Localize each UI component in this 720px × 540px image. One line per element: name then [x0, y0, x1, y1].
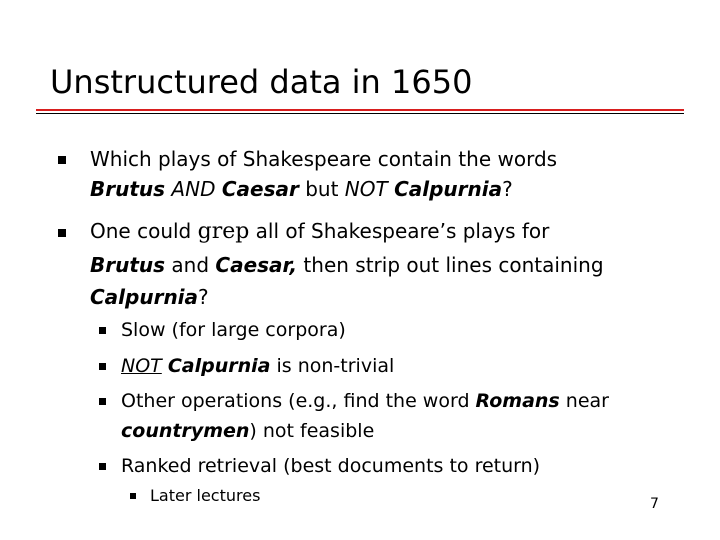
question-mark: ? [198, 285, 209, 309]
operator-not: NOT [344, 177, 395, 201]
bullet-2-text-rest: then strip out lines containing [297, 253, 604, 277]
term-calpurnia: Calpurnia [394, 177, 503, 201]
sub-bullet-2-text: is non-trivial [270, 355, 395, 377]
term-brutus: Brutus [90, 177, 166, 201]
word-near: near [559, 390, 609, 412]
bullet-1-text: Which plays of Shakespeare contain the words [90, 147, 558, 171]
sub-sub-bullet-marker [130, 493, 136, 499]
sub-bullet-1 [121, 315, 346, 345]
word-and: and [165, 253, 216, 277]
title-underline-black [36, 113, 684, 114]
bullet-1-line-1 [90, 144, 557, 175]
sub-bullet-3-line-1 [121, 386, 609, 416]
term-countrymen: countrymen [121, 420, 250, 442]
bullet-2-text-post: all of Shakespeare’s plays for [249, 219, 550, 243]
title-underline-red [36, 109, 684, 111]
sub-bullet-3-text-pre: Other operations (e.g., find the word [121, 390, 476, 412]
bullet-2-text-pre: One could [90, 219, 198, 243]
term-brutus: Brutus [90, 253, 166, 277]
sub-bullet-marker [99, 398, 106, 405]
sub-bullet-3-text-rest: ) not feasible [249, 420, 375, 442]
term-romans: Romans [475, 390, 560, 412]
term-caesar: Caesar [221, 177, 299, 201]
bullet-2-line-3 [90, 282, 209, 313]
operator-not: NOT [121, 355, 162, 377]
term-caesar: Caesar, [215, 253, 298, 277]
page-number: 7 [650, 496, 659, 512]
sub-bullet-4 [121, 451, 540, 481]
term-calpurnia: Calpurnia [167, 355, 271, 377]
slide-title: Unstructured data in 1650 [50, 63, 473, 101]
bullet-2-line-2 [90, 250, 604, 281]
grep-command: grep [197, 219, 250, 244]
bullet-1-line-2 [90, 174, 513, 205]
sub-bullet-1-text: Slow (for large corpora) [121, 319, 346, 341]
sub-sub-bullet-1-text: Later lectures [150, 486, 261, 505]
sub-bullet-4-text: Ranked retrieval (best documents to return) [121, 455, 541, 477]
word-but: but [298, 177, 345, 201]
sub-bullet-3-line-2 [121, 416, 374, 446]
question-mark: ? [502, 177, 513, 201]
sub-bullet-2 [121, 351, 394, 381]
sub-bullet-marker [99, 327, 106, 334]
bullet-2-line-1 [90, 216, 549, 247]
sub-sub-bullet-1 [150, 484, 260, 508]
sub-bullet-marker [99, 463, 106, 470]
bullet-marker [58, 229, 66, 237]
bullet-marker [58, 156, 66, 164]
term-calpurnia: Calpurnia [90, 285, 199, 309]
operator-and: AND [165, 177, 222, 201]
sub-bullet-marker [99, 363, 106, 370]
